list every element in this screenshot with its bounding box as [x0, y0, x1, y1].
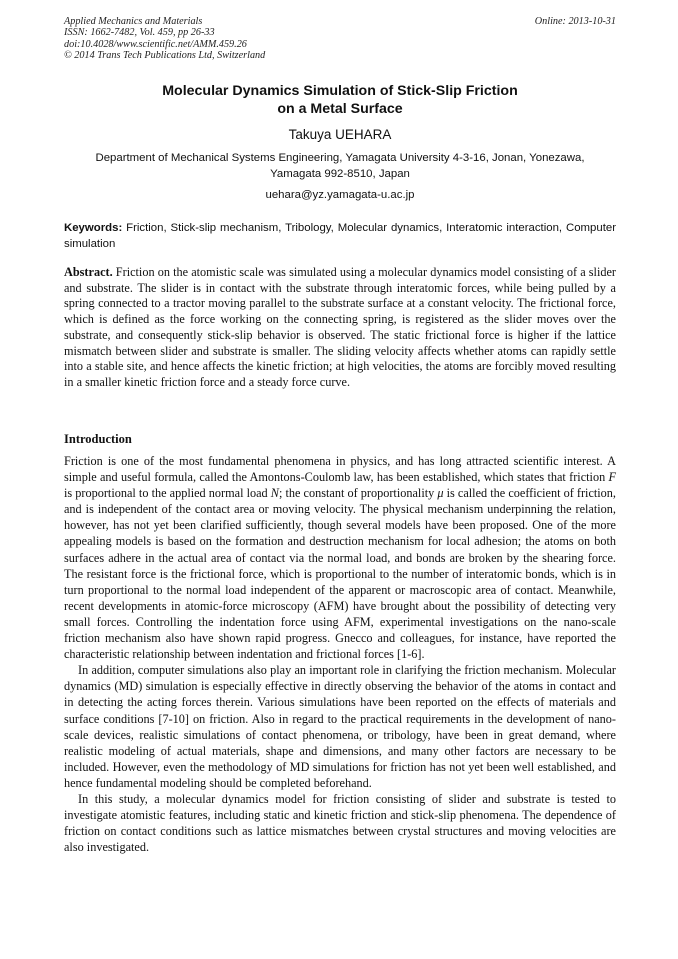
introduction-body: [64, 453, 616, 855]
journal-issn: ISSN: 1662-7482, Vol. 459, pp 26-33: [64, 27, 215, 39]
online-date: Online: 2013-10-31: [534, 16, 616, 27]
keywords: [64, 220, 616, 252]
author-email: uehara@yz.yamagata-u.ac.jp: [265, 189, 415, 201]
affiliation-line-2: Yamagata 992-8510, Japan: [270, 168, 410, 180]
p1-text-a: Friction is one of the most fundamental phenomena in physics, and has long attracted scientific interest. A simple and useful formula, called the Amontons-Coulomb law, has been established, which states that friction: [64, 454, 616, 485]
title-line-2: on a Metal Surface: [277, 101, 403, 117]
affiliation: [64, 150, 616, 182]
journal-name: Applied Mechanics and Materials: [64, 16, 203, 27]
p1-text-d: is called the coefficient of friction, and is independent of the contact area or moving velocity. The physical mechanism underpinning the relation, however, has not yet been clarified sufficiently, though several models have been proposed. One of the more appealing models is based on the formation and destruction mechanism for local adhesion; the atoms on both surfaces adhere in the actual area of contact via the normal load, and bonds are broken by the shearing force. The resistant force is the frictional force, which is proportional to the number of interatomic bonds, which is in turn proportional to the normal load independent of the apparent or macroscopic area of contact. Meanwhile, recent developments in atomic-force microscopy (AFM) have brought about the possibility of detecting very small forces. Controlling the indentation force using AFM, experimental investigations on the nano-scale friction mechanism also have shown rapid progress. Gnecco and colleagues, for instance, have reported the characteristic relationship between indentation and frictional forces [1-6].: [64, 486, 616, 662]
section-heading-introduction: Introduction: [64, 432, 132, 446]
author: Takuya UEHARA: [288, 127, 392, 142]
symbol-friction-F: F: [608, 470, 616, 485]
journal-copyright: © 2014 Trans Tech Publications Ltd, Switzerland: [64, 49, 266, 61]
title-line-1: Molecular Dynamics Simulation of Stick-Slip Friction: [162, 83, 518, 99]
abstract-text: Friction on the atomistic scale was simulated using a molecular dynamics model consisting of a slider and substrate. The slider is in contact with the substrate through interatomic forces, while being pulled by a spring connected to a tractor moving parallel to the substrate surface at a constant velocity. The frictional force, which is defined as the force working on the connecting spring, is registered as the slider moves over the substrate, and consequently stick-slip behavior is observed. The static frictional force is higher if the lattice mismatch between slider and substrate is smaller. The sliding velocity affects whether atoms can rapidly settle into a stable site, and hence affects the kinetic friction; at high velocities, the atoms are forcibly moved resulting in a smaller kinetic friction force and a steady force curve.: [64, 265, 616, 389]
symbol-mu: μ: [437, 486, 444, 501]
abstract: [64, 265, 616, 391]
introduction-paragraph-1: [64, 453, 616, 662]
p1-text-c: ; the constant of proportionality: [278, 486, 438, 501]
keywords-label: Keywords:: [64, 222, 123, 234]
paper-title: [64, 82, 616, 118]
introduction-paragraph-3: In this study, a molecular dynamics model for friction consisting of slider and substrate is tested to investigate atomistic features, including static and kinetic friction and stick-slip phenomena. The dependence of friction on contact conditions such as lattice mismatches between crystal structures and moving velocities are also investigated.: [64, 791, 616, 855]
affiliation-line-1: Department of Mechanical Systems Engineering, Yamagata University 4-3-16, Jonan, Yonezawa,: [95, 152, 585, 164]
symbol-load-N: N: [270, 486, 279, 501]
keywords-text: Friction, Stick-slip mechanism, Tribology, Molecular dynamics, Interatomic interaction, Computer simulation: [64, 222, 616, 250]
abstract-label: Abstract.: [64, 265, 113, 279]
journal-header: [64, 16, 616, 61]
p1-text-b: is proportional to the applied normal load: [64, 486, 271, 501]
journal-doi: doi:10.4028/www.scientific.net/AMM.459.26: [64, 38, 247, 50]
introduction-paragraph-2: In addition, computer simulations also play an important role in clarifying the friction mechanism. Molecular dynamics (MD) simulation is especially effective in directly observing the behavior of the atoms in contact and in detecting the acting forces therein. Various simulations have been reported on the effects of materials and surface conditions [7-10] on friction. Also in regard to the practical requirements in the development of nano-scale devices, realistic simulations of contact phenomena, or tribology, have been in great demand, where realistic modeling of actual materials, shape and dimensions, and many other factors are necessary to be included. However, even the methodology of MD simulations for friction has not yet been well established, and hence fundamental modeling should be completed beforehand.: [64, 663, 616, 790]
